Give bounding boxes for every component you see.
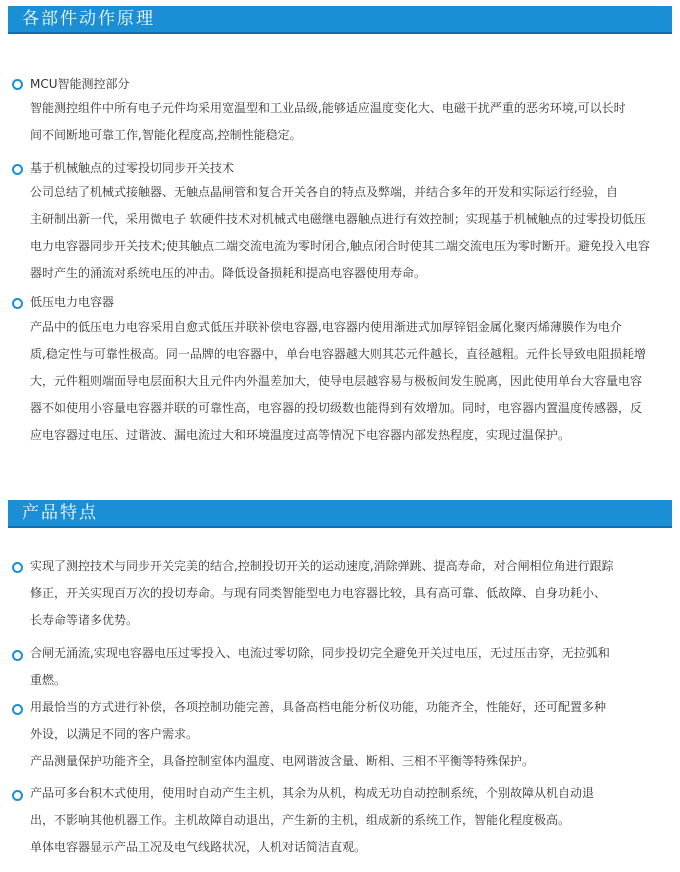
- paragraph-feature-3: 用最恰当的方式进行补偿，各项控制功能完善，具备高档电能分析仪功能，功能齐全，性能好，还可配置多种 外设，以满足不同的客户需求。 产品测量保护功能齐全，具备控制室体内温度、电网谐波含量、断相、三相不平衡等特殊保护。: [30, 700, 607, 768]
- section-title: 产品特点: [22, 503, 98, 523]
- bullet-icon: [12, 298, 23, 309]
- item-title-capacitor: 低压电力电容器: [30, 295, 115, 309]
- paragraph-feature-4: 产品可多台积木式使用，使用时自动产生主机，其余为从机，构成无功自动控制系统，个别故障从机自动退 出，不影响其他机器工作。主机故障自动退出，产生新的主机，组成新的系统工作，智能化程度极高。 单体电容器显示产品工况及电气线路状况，人机对话简洁直观。: [30, 786, 595, 854]
- item-title-mcu: MCU智能测控部分: [30, 77, 130, 91]
- bullet-icon: [12, 790, 23, 801]
- paragraph-capacitor: 产品中的低压电力电容采用自愈式低压并联补偿电容器,电容器内使用渐进式加厚锌铝金属化聚丙烯薄膜作为电介 质,稳定性与可靠性极高。同一品牌的电容器中，单台电容器越大则其芯元件越长，直径越粗。元件长导致电阻损耗增 大，元件粗则端面导电层面积大且元件内外温差加大，使导电层越容易与极板间发生脱离，因此使用单台大容量电容 器不如使用小容量电容器并联的可靠性高，电容器的投切级数也能得到有效增加。同时，电容器内置温度传感器，反 应电容器过电压、过谐波、漏电流过大和环境温度过高等情况下电容器内部发热程度，实现过温保护。: [30, 320, 646, 442]
- item-title-zero-switch: 基于机械触点的过零投切同步开关技术: [30, 161, 235, 175]
- paragraph-feature-2: 合闸无涌流,实现电容器电压过零投入、电流过零切除，同步投切完全避免开关过电压，无过压击穿，无拉弧和 重燃。: [30, 646, 610, 687]
- paragraph-mcu: 智能测控组件中所有电子元件均采用宽温型和工业品级,能够适应温度变化大、电磁干扰严重的恶劣环境,可以长时 间不间断地可靠工作,智能化程度高,控制性能稳定。: [30, 101, 626, 142]
- section-header-working-principle: [8, 6, 672, 34]
- paragraph-feature-1: 实现了测控技术与同步开关完美的结合,控制投切开关的运动速度,消除弹跳、提高寿命，对合闸相位角进行跟踪 修正，开关实现百万次的投切寿命。与现有同类智能型电力电容器比较，具有高可靠、低故障、自身功耗小、 长寿命等诸多优势。: [30, 559, 614, 627]
- bullet-icon: [12, 79, 23, 90]
- paragraph-zero-switch: 公司总结了机械式接触器、无触点晶闸管和复合开关各自的特点及弊端，并结合多年的开发和实际运行经验，自 主研制出新一代，采用微电子 软硬件技术对机械式电磁继电器触点进行有效控制；实现基于机械触点的过零投切低压 电力电容器同步开关技术;使其触点二端交流电流为零时闭合,触点闭合时使其二端交流电压为零时断开。避免投入电容 器时产生的涌流对系统电压的冲击。降低设备损耗和提高电容器使用寿命。: [30, 185, 650, 280]
- bullet-icon: [12, 562, 23, 573]
- bullet-icon: [12, 704, 23, 715]
- bullet-icon: [12, 650, 23, 661]
- section-header-features: [8, 500, 672, 528]
- section-title: 各部件动作原理: [22, 9, 155, 29]
- bullet-icon: [12, 164, 23, 175]
